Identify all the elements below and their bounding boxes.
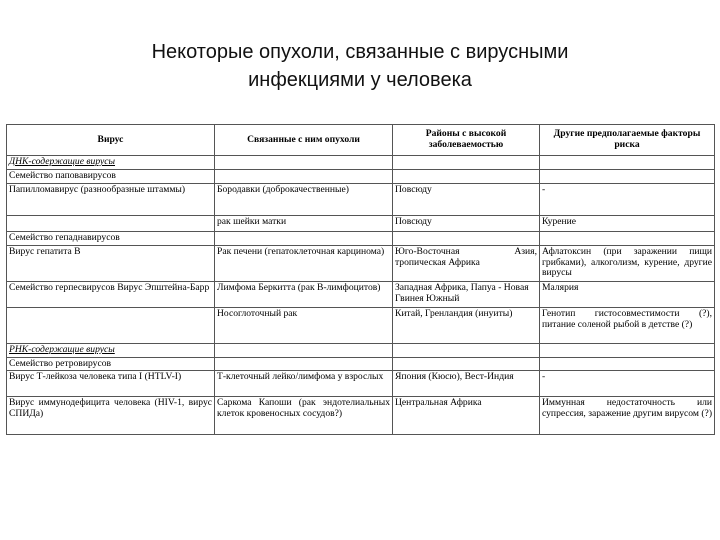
cell-virus: Вирус гепатита В xyxy=(7,245,215,281)
cell-region: Юго-Восточная Азия, тропическая Африка xyxy=(393,245,540,281)
table-row xyxy=(7,397,715,435)
tumor-virus-table-container xyxy=(6,124,714,435)
section-row-hepadna xyxy=(7,232,715,246)
tumor-virus-table xyxy=(6,124,715,435)
section-row-dna xyxy=(7,156,715,170)
title-line-1: Некоторые опухоли, связанные с вирусными xyxy=(151,41,569,63)
section-row-retro xyxy=(7,357,715,371)
title-line-2: инфекциями у человека xyxy=(248,69,472,91)
cell-tumor: Саркома Капоши (рак эндотелиальных клеток кровеносных сосудов?) xyxy=(215,397,393,435)
cell-region: Китай, Гренландия (инуиты) xyxy=(393,307,540,343)
cell-virus: Вирус Т-лейкоза человека типа I (HTLV-I) xyxy=(7,371,215,397)
table-row xyxy=(7,281,715,307)
header-risk-factors: Другие предполагаемые факторы риска xyxy=(540,125,715,156)
cell-virus: Папилломавирус (разнообразные штаммы) xyxy=(7,184,215,216)
table-row xyxy=(7,245,715,281)
cell-region: Повсюду xyxy=(393,184,540,216)
table-row xyxy=(7,371,715,397)
cell-tumor: Т-клеточный лейко/лимфома у взрослых xyxy=(215,371,393,397)
cell-risk: Генотип гистосовместимости (?), питание соленой рыбой в детстве (?) xyxy=(540,307,715,343)
cell-risk: Курение xyxy=(540,216,715,232)
cell-region: Центральная Африка xyxy=(393,397,540,435)
table-row xyxy=(7,216,715,232)
section-papova: Семейство паповавирусов xyxy=(7,170,215,184)
section-hepadna: Семейство гепаднавирусов xyxy=(7,232,215,246)
cell-risk: Малярия xyxy=(540,281,715,307)
cell-tumor: Носоглоточный рак xyxy=(215,307,393,343)
header-regions: Районы с высокой заболеваемостью xyxy=(393,125,540,156)
header-virus: Вирус xyxy=(7,125,215,156)
cell-risk: Афлатоксин (при заражении пищи грибками), алкоголизм, курение, другие вирусы xyxy=(540,245,715,281)
header-tumors: Связанные с ним опухоли xyxy=(215,125,393,156)
cell-tumor: рак шейки матки xyxy=(215,216,393,232)
table-header-row xyxy=(7,125,715,156)
section-row-papova xyxy=(7,170,715,184)
cell-tumor: Лимфома Беркитта (рак В-лимфоцитов) xyxy=(215,281,393,307)
section-retro: Семейство ретровирусов xyxy=(7,357,215,371)
cell-region: Повсюду xyxy=(393,216,540,232)
table-row xyxy=(7,184,715,216)
cell-risk: - xyxy=(540,371,715,397)
slide-title xyxy=(0,38,720,94)
cell-virus: Семейство герпесвирусов Вирус Эпштейна-Барр xyxy=(7,281,215,307)
cell-tumor: Рак печени (гепатоклеточная карцинома) xyxy=(215,245,393,281)
section-rna: РНК-содержащие вирусы xyxy=(7,343,215,357)
cell-region: Япония (Кюсю), Вест-Индия xyxy=(393,371,540,397)
section-dna: ДНК-содержащие вирусы xyxy=(7,156,215,170)
cell-region: Западная Африка, Папуа - Новая Гвинея Южный xyxy=(393,281,540,307)
table-row xyxy=(7,307,715,343)
cell-risk: - xyxy=(540,184,715,216)
cell-tumor: Бородавки (доброкачественные) xyxy=(215,184,393,216)
cell-virus: Вирус иммунодефицита человека (HIV-1, вирус СПИДа) xyxy=(7,397,215,435)
cell-risk: Иммунная недостаточность или супрессия, заражение другим вирусом (?) xyxy=(540,397,715,435)
section-row-rna xyxy=(7,343,715,357)
